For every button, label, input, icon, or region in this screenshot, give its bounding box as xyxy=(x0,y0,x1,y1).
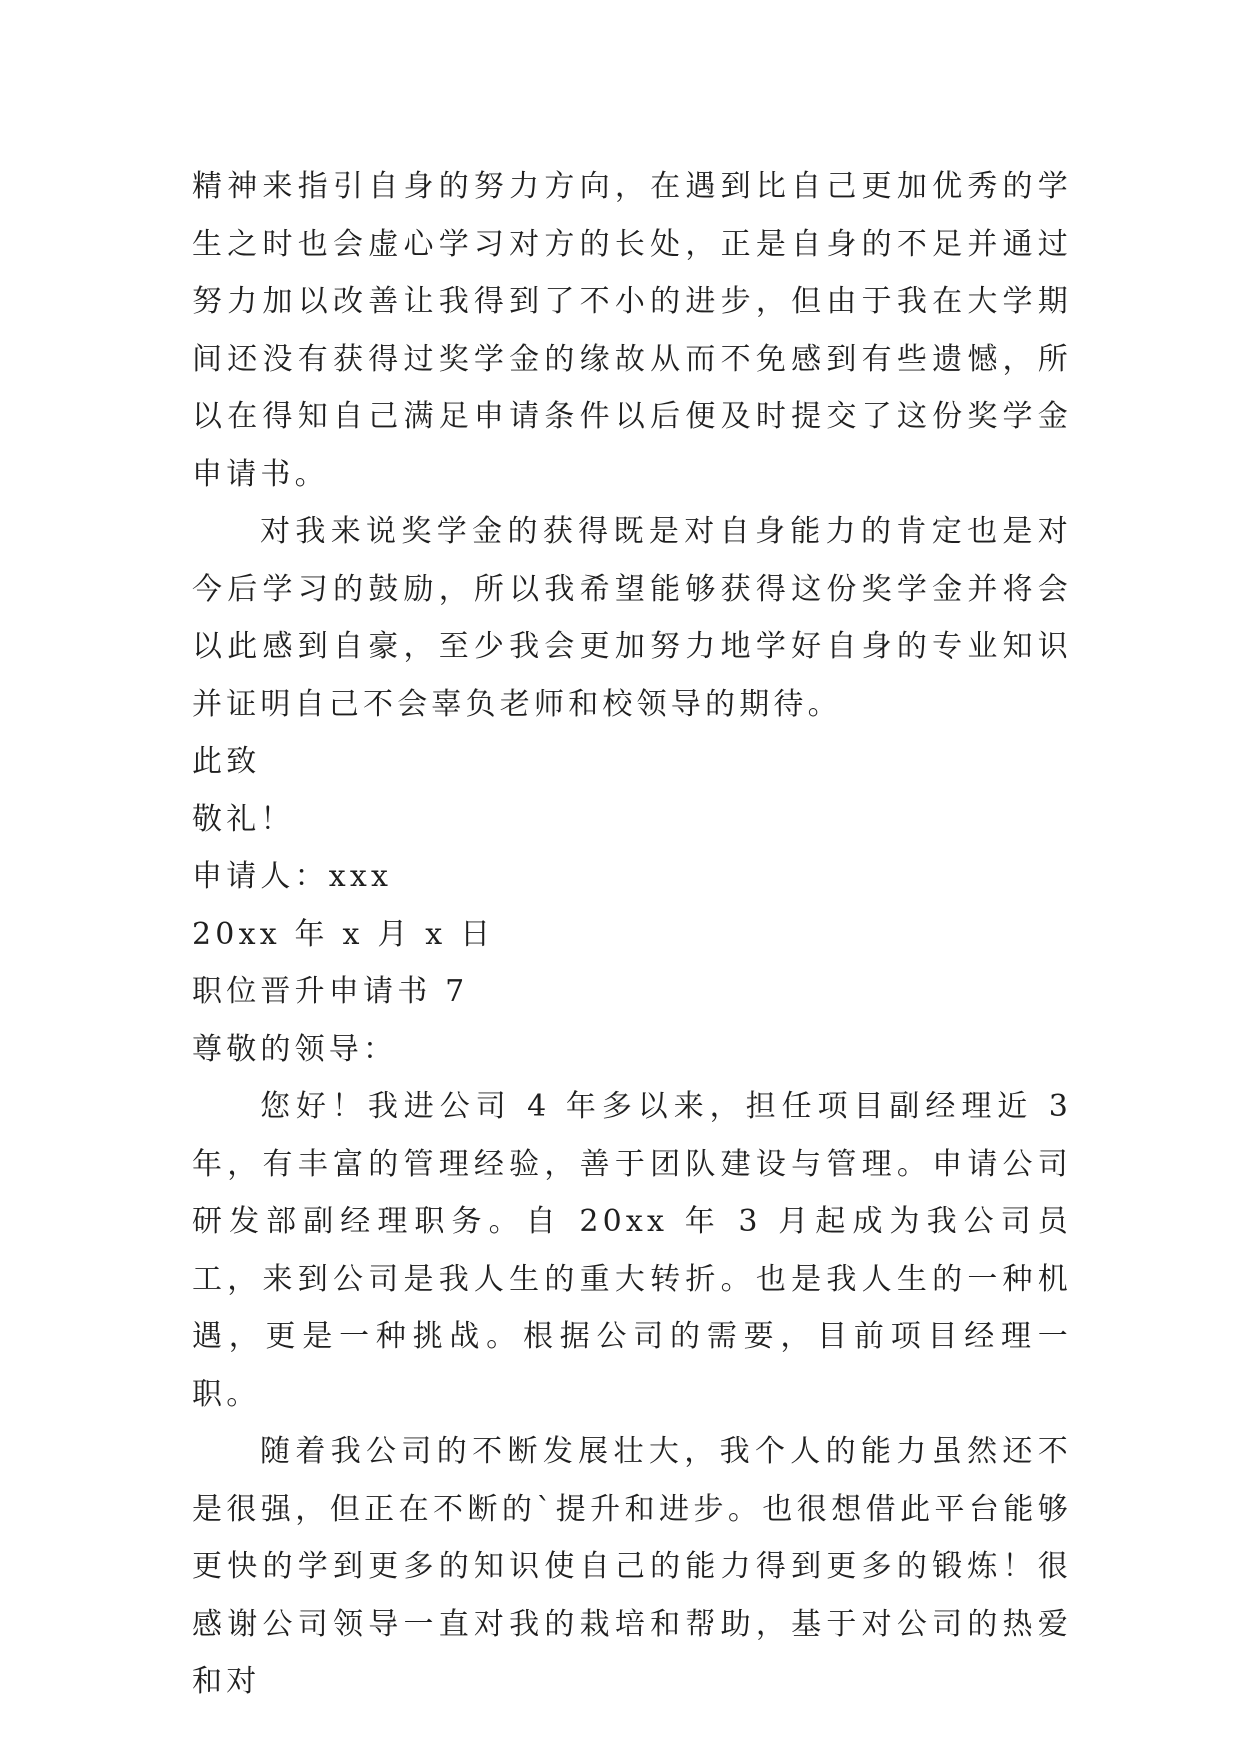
document-body xyxy=(192,158,1072,1711)
paragraph-scholarship-meaning: 对我来说奖学金的获得既是对自身能力的肯定也是对今后学习的鼓励，所以我希望能够获得这份奖学金并将会以此感到自豪，至少我会更加努力地学好自身的专业知识并证明自己不会辜负老师和校领导的期待。 xyxy=(192,514,1072,722)
salutation: 尊敬的领导： xyxy=(192,1031,398,1067)
paragraph-scholarship-motivation: 精神来指引自身的努力方向，在遇到比自己更加优秀的学生之时也会虚心学习对方的长处，正是自身的不足并通过努力加以改善让我得到了不小的进步，但由于我在大学期间还没有获得过奖学金的缘故从而不免感到有些遗憾，所以在得知自己满足申请条件以后便及时提交了这份奖学金申请书。 xyxy=(192,169,1072,492)
closing-cizhi: 此致 xyxy=(192,744,261,779)
paragraph-introduction: 您好！我进公司 4 年多以来，担任项目副经理近 3 年，有丰富的管理经验，善于团队建设与管理。申请公司研发部副经理职务。自 20xx 年 3 月起成为我公司员工，来到公司是我人生的重大转折。也是我人生的一种机遇，更是一种挑战。根据公司的需要，目前项目经理一职。 xyxy=(192,1089,1072,1412)
date-line: 20xx 年 x 月 x 日 xyxy=(192,916,495,952)
paragraph-development: 随着我公司的不断发展壮大，我个人的能力虽然还不是很强，但正在不断的`提升和进步。也很想借此平台能够更快的学到更多的知识使自己的能力得到更多的锻炼！很感谢公司领导一直对我的栽培和帮助，基于对公司的热爱和对 xyxy=(192,1434,1072,1699)
applicant-line: 申请人：xxx xyxy=(192,859,393,894)
closing-jingli: 敬礼！ xyxy=(192,801,295,837)
section-title: 职位晋升申请书 7 xyxy=(192,974,469,1009)
